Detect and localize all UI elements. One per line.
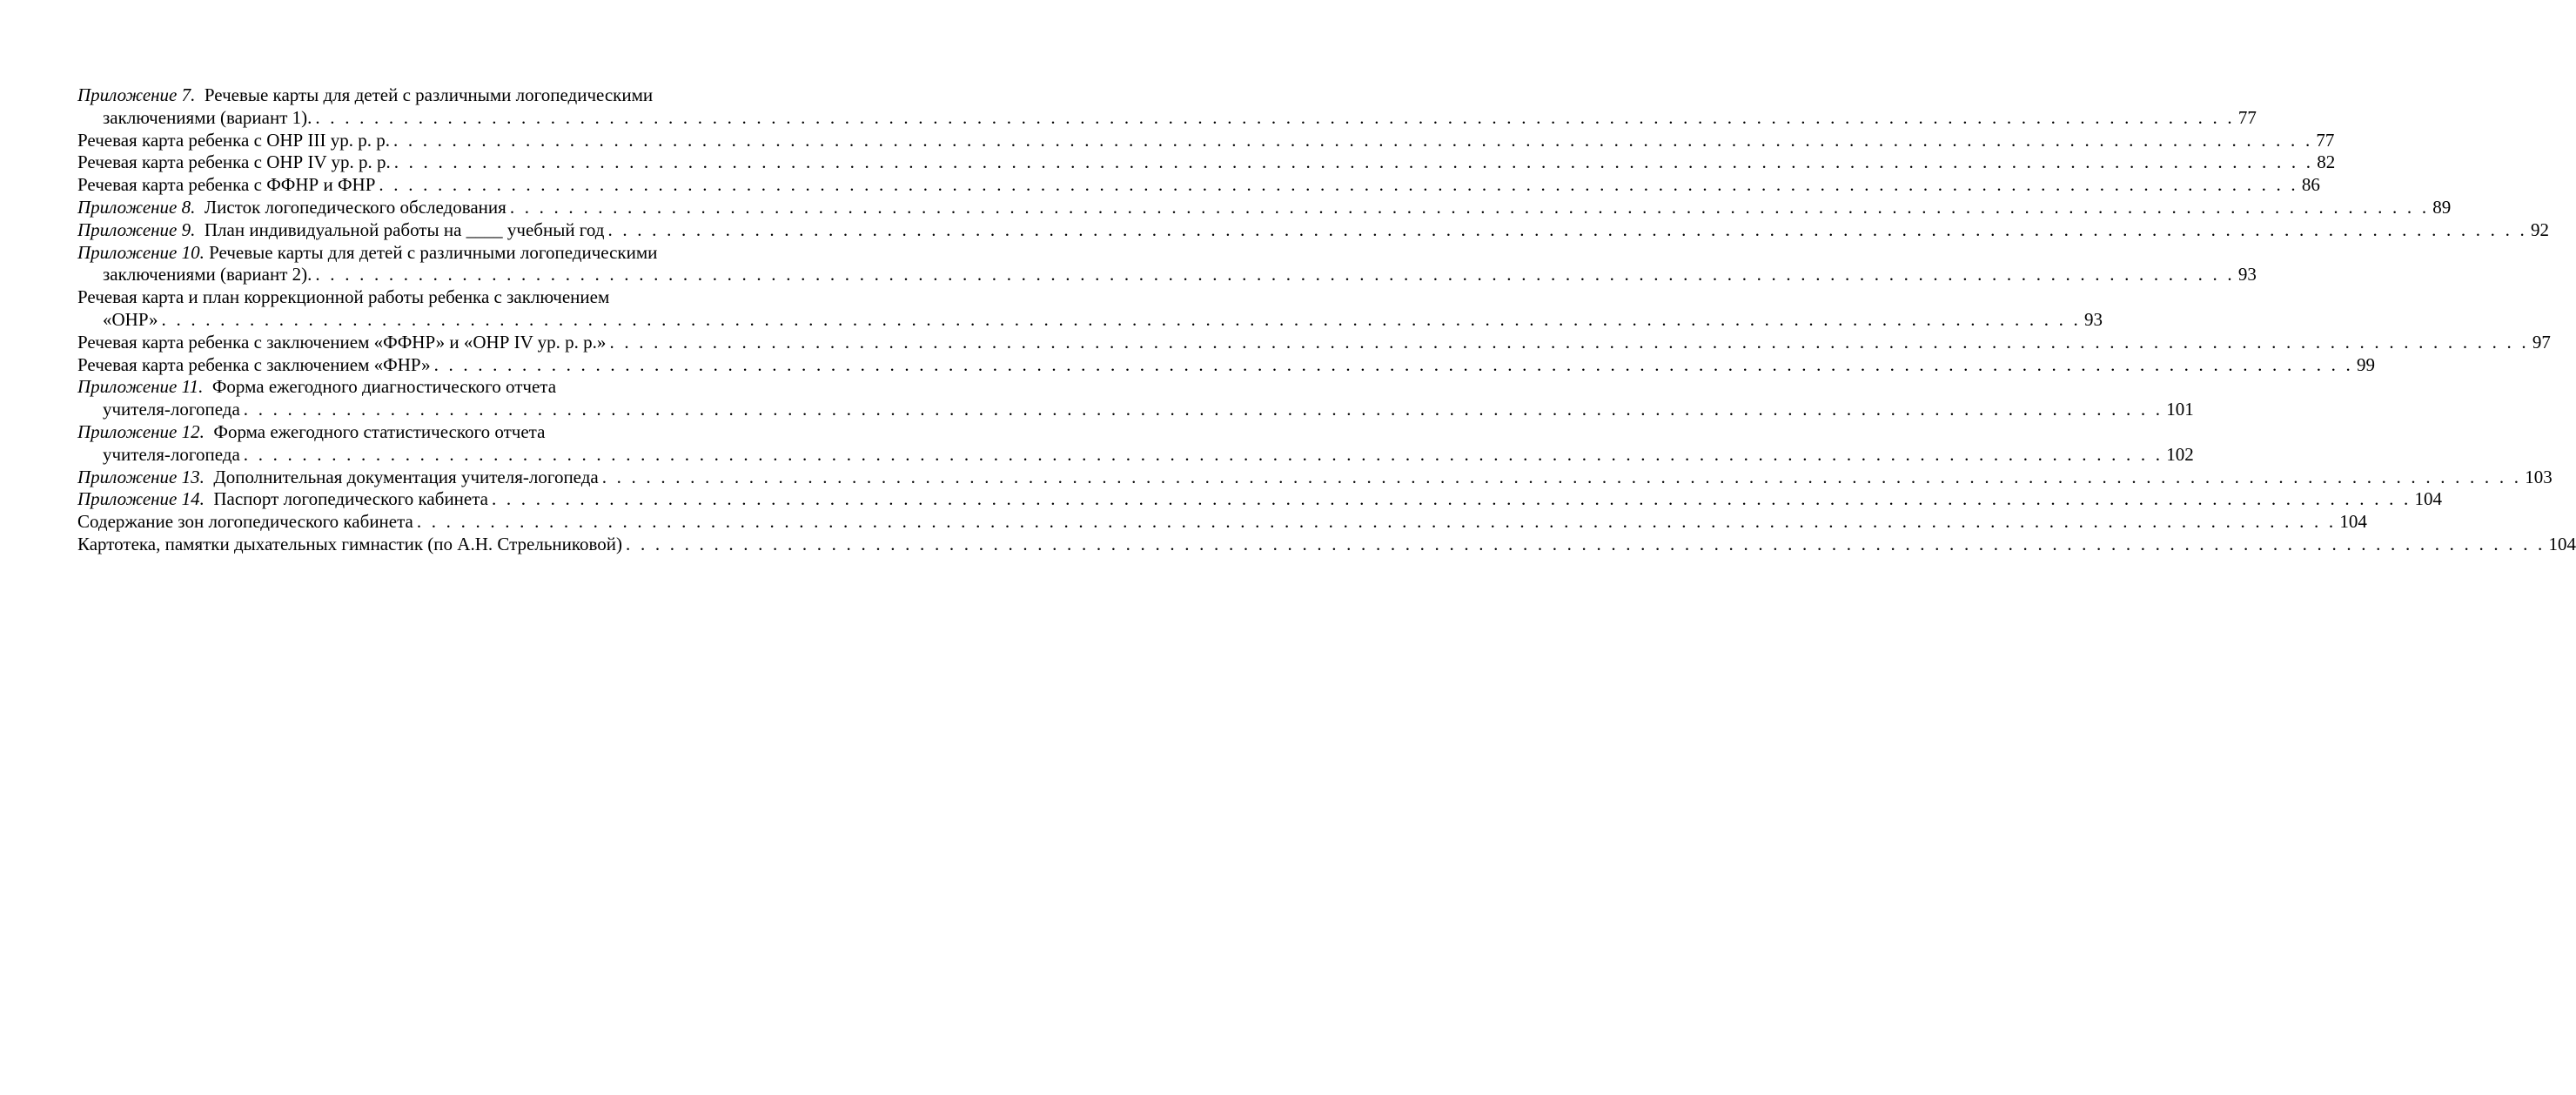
dot-leader: . . . . . . . . . . . . . . . . . . . . . . . . . . . . . . . . . . . . . . . . . . . . . . . . . . . . . . . . . . . . . . . . . . . . . . . . . . . . . . . . . . . . . . . . . . . . . . . . . . . . . . . . . . . . . . . . . . . . . . . . . . . . . . . . . . . <box>315 264 2235 286</box>
dot-leader: . . . . . . . . . . . . . . . . . . . . . . . . . . . . . . . . . . . . . . . . . . . . . . . . . . . . . . . . . . . . . . . . . . . . . . . . . . . . . . . . . . . . . . . . . . . . . . . . . . . . . . . . . . . . . . . . . . . . . . . . . . . . . . . . . . . <box>492 488 2412 510</box>
toc-entry-label <box>77 84 653 107</box>
toc-line <box>77 443 2194 467</box>
entry-title: Речевая карта ребенка с ФФНР и ФНР <box>77 174 376 196</box>
entry-title: Картотека, памятки дыхательных гимнастик (по А.Н. Стрельниковой) <box>77 533 623 554</box>
toc-line <box>77 84 767 107</box>
toc-line <box>77 218 2549 242</box>
entry-title: Речевые карты для детей с различными логопедическими <box>204 84 654 105</box>
toc-line <box>77 196 2452 219</box>
dot-leader: . . . . . . . . . . . . . . . . . . . . . . . . . . . . . . . . . . . . . . . . . . . . . . . . . . . . . . . . . . . . . . . . . . . . . . . . . . . . . . . . . . . . . . . . . . . . . . . . . . . . . . . . . . . . . . . . . . . . . . . . . . . . . . . . . . . <box>607 218 2527 240</box>
entry-title: учителя-логопеда <box>103 399 240 420</box>
toc-line <box>77 151 2336 174</box>
entry-title: «ОНР» <box>103 308 158 330</box>
dot-leader: . . . . . . . . . . . . . . . . . . . . . . . . . . . . . . . . . . . . . . . . . . . . . . . . . . . . . . . . . . . . . . . . . . . . . . . . . . . . . . . . . . . . . . . . . . . . . . . . . . . . . . . . . . . . . . . . . . . . . . . . . . . . . . . . . . . <box>509 196 2430 218</box>
page-number: 101 <box>2166 399 2194 420</box>
page-number: 93 <box>2084 308 2103 330</box>
toc-line <box>77 129 2335 152</box>
toc-line <box>77 488 2442 511</box>
toc-entry-label <box>77 242 657 265</box>
toc-entry-label <box>77 376 556 399</box>
entry-title: Форма ежегодного статистического отчета <box>213 420 546 442</box>
toc-line <box>77 331 2551 354</box>
toc-line <box>77 264 2257 286</box>
dot-leader: . . . . . . . . . . . . . . . . . . . . . . . . . . . . . . . . . . . . . . . . . . . . . . . . . . . . . . . . . . . . . . . . . . . . . . . . . . . . . . . . . . . . . . . . . . . . . . . . . . . . . . . . . . . . . . . . . . . . . . . . . . . . . . . . . . . <box>393 151 2314 173</box>
toc-line <box>77 399 2194 421</box>
appendix-number: Приложение 10. <box>77 241 205 263</box>
entry-title: Речевая карта ребенка с заключением «ФФНР» и «ОНР IV ур. р. р.» <box>77 331 607 353</box>
page-number: 82 <box>2317 151 2336 173</box>
page-number: 92 <box>2530 218 2549 240</box>
page-number: 93 <box>2237 264 2257 286</box>
toc-entry-label <box>77 467 599 489</box>
appendix-number: Приложение 9. <box>77 218 196 240</box>
toc-line <box>77 286 767 309</box>
page-number: 99 <box>2357 353 2376 375</box>
entry-title: Речевая карта ребенка с ОНР IV ур. р. р. <box>77 151 391 173</box>
toc-line <box>77 106 2257 130</box>
page-number: 104 <box>2548 533 2576 554</box>
entry-title: Речевая карта ребенка с ОНР III ур. р. р. <box>77 129 390 151</box>
toc-line <box>77 466 2553 489</box>
toc-line <box>77 511 2367 534</box>
page-number: 104 <box>2339 511 2367 533</box>
page-number: 77 <box>2237 106 2257 128</box>
entry-title: Содержание зон логопедического кабинета <box>77 511 413 533</box>
dot-leader: . . . . . . . . . . . . . . . . . . . . . . . . . . . . . . . . . . . . . . . . . . . . . . . . . . . . . . . . . . . . . . . . . . . . . . . . . . . . . . . . . . . . . . . . . . . . . . . . . . . . . . . . . . . . . . . . . . . . . . . . . . . . . . . . . . . <box>243 399 2163 420</box>
appendix-number: Приложение 7. <box>77 84 196 105</box>
page-number: 86 <box>2301 174 2320 196</box>
entry-title: Паспорт логопедического кабинета <box>213 488 488 510</box>
dot-leader: . . . . . . . . . . . . . . . . . . . . . . . . . . . . . . . . . . . . . . . . . . . . . . . . . . . . . . . . . . . . . . . . . . . . . . . . . . . . . . . . . . . . . . . . . . . . . . . . . . . . . . . . . . . . . . . . . . . . . . . . . . . . . . . . . . . <box>609 331 2529 353</box>
appendix-number: Приложение 13. <box>77 466 205 487</box>
entry-title: Речевые карты для детей с различными логопедическими <box>209 241 658 263</box>
page-number: 89 <box>2432 196 2452 218</box>
entry-title: заключениями (вариант 1). <box>103 106 312 128</box>
dot-leader: . . . . . . . . . . . . . . . . . . . . . . . . . . . . . . . . . . . . . . . . . . . . . . . . . . . . . . . . . . . . . . . . . . . . . . . . . . . . . . . . . . . . . . . . . . . . . . . . . . . . . . . . . . . . . . . . . . . . . . . . . . . . . . . . . . . <box>161 308 2081 330</box>
dot-leader: . . . . . . . . . . . . . . . . . . . . . . . . . . . . . . . . . . . . . . . . . . . . . . . . . . . . . . . . . . . . . . . . . . . . . . . . . . . . . . . . . . . . . . . . . . . . . . . . . . . . . . . . . . . . . . . . . . . . . . . . . . . . . . . . . . . <box>601 466 2522 487</box>
dot-leader: . . . . . . . . . . . . . . . . . . . . . . . . . . . . . . . . . . . . . . . . . . . . . . . . . . . . . . . . . . . . . . . . . . . . . . . . . . . . . . . . . . . . . . . . . . . . . . . . . . . . . . . . . . . . . . . . . . . . . . . . . . . . . . . . . . . <box>315 106 2235 128</box>
page-number: 104 <box>2414 488 2442 510</box>
page-number: 103 <box>2525 466 2553 487</box>
toc-line <box>77 353 2376 377</box>
toc-entry-label <box>77 219 604 242</box>
entry-title: Листок логопедического обследования <box>204 196 506 218</box>
toc-line <box>77 376 767 399</box>
entry-title: Дополнительная документация учителя-логопеда <box>213 466 599 487</box>
toc-line <box>77 421 767 444</box>
page-number: 97 <box>2532 331 2551 353</box>
entry-title: Речевая карта ребенка с заключением «ФНР» <box>77 353 431 375</box>
page-number: 77 <box>2316 129 2335 151</box>
dot-leader: . . . . . . . . . . . . . . . . . . . . . . . . . . . . . . . . . . . . . . . . . . . . . . . . . . . . . . . . . . . . . . . . . . . . . . . . . . . . . . . . . . . . . . . . . . . . . . . . . . . . . . . . . . . . . . . . . . . . . . . . . . . . . . . . . . . <box>416 511 2337 533</box>
toc-entry-label <box>77 197 506 219</box>
entry-title: заключениями (вариант 2). <box>103 264 312 286</box>
page-number: 102 <box>2166 443 2194 465</box>
toc-entry-label <box>77 421 545 444</box>
toc-entry-label <box>77 488 488 511</box>
appendix-number: Приложение 14. <box>77 488 205 510</box>
dot-leader: . . . . . . . . . . . . . . . . . . . . . . . . . . . . . . . . . . . . . . . . . . . . . . . . . . . . . . . . . . . . . . . . . . . . . . . . . . . . . . . . . . . . . . . . . . . . . . . . . . . . . . . . . . . . . . . . . . . . . . . . . . . . . . . . . . . <box>433 353 2354 375</box>
entry-title: Форма ежегодного диагностического отчета <box>211 376 557 398</box>
table-of-contents <box>77 84 2576 556</box>
toc-line <box>77 174 2320 197</box>
dot-leader: . . . . . . . . . . . . . . . . . . . . . . . . . . . . . . . . . . . . . . . . . . . . . . . . . . . . . . . . . . . . . . . . . . . . . . . . . . . . . . . . . . . . . . . . . . . . . . . . . . . . . . . . . . . . . . . . . . . . . . . . . . . . . . . . . . . <box>379 174 2298 196</box>
entry-title: План индивидуальной работы на ____ учебный год <box>204 218 605 240</box>
toc-line <box>77 242 767 265</box>
entry-title: учителя-логопеда <box>103 443 240 465</box>
dot-leader: . . . . . . . . . . . . . . . . . . . . . . . . . . . . . . . . . . . . . . . . . . . . . . . . . . . . . . . . . . . . . . . . . . . . . . . . . . . . . . . . . . . . . . . . . . . . . . . . . . . . . . . . . . . . . . . . . . . . . . . . . . . . . . . . . . . <box>392 129 2313 151</box>
dot-leader: . . . . . . . . . . . . . . . . . . . . . . . . . . . . . . . . . . . . . . . . . . . . . . . . . . . . . . . . . . . . . . . . . . . . . . . . . . . . . . . . . . . . . . . . . . . . . . . . . . . . . . . . . . . . . . . . . . . . . . . . . . . . . . . . . . . <box>243 443 2163 465</box>
appendix-number: Приложение 11. <box>77 376 204 398</box>
entry-title: Речевая карта и план коррекционной работы ребенка с заключением <box>77 286 610 308</box>
toc-line <box>77 308 2103 332</box>
dot-leader: . . . . . . . . . . . . . . . . . . . . . . . . . . . . . . . . . . . . . . . . . . . . . . . . . . . . . . . . . . . . . . . . . . . . . . . . . . . . . . . . . . . . . . . . . . . . . . . . . . . . . . . . . . . . . . . . . . . . . . . . . . . . . . . . . . . <box>626 533 2546 554</box>
toc-line <box>77 533 2576 556</box>
appendix-number: Приложение 12. <box>77 420 205 442</box>
appendix-number: Приложение 8. <box>77 196 196 218</box>
